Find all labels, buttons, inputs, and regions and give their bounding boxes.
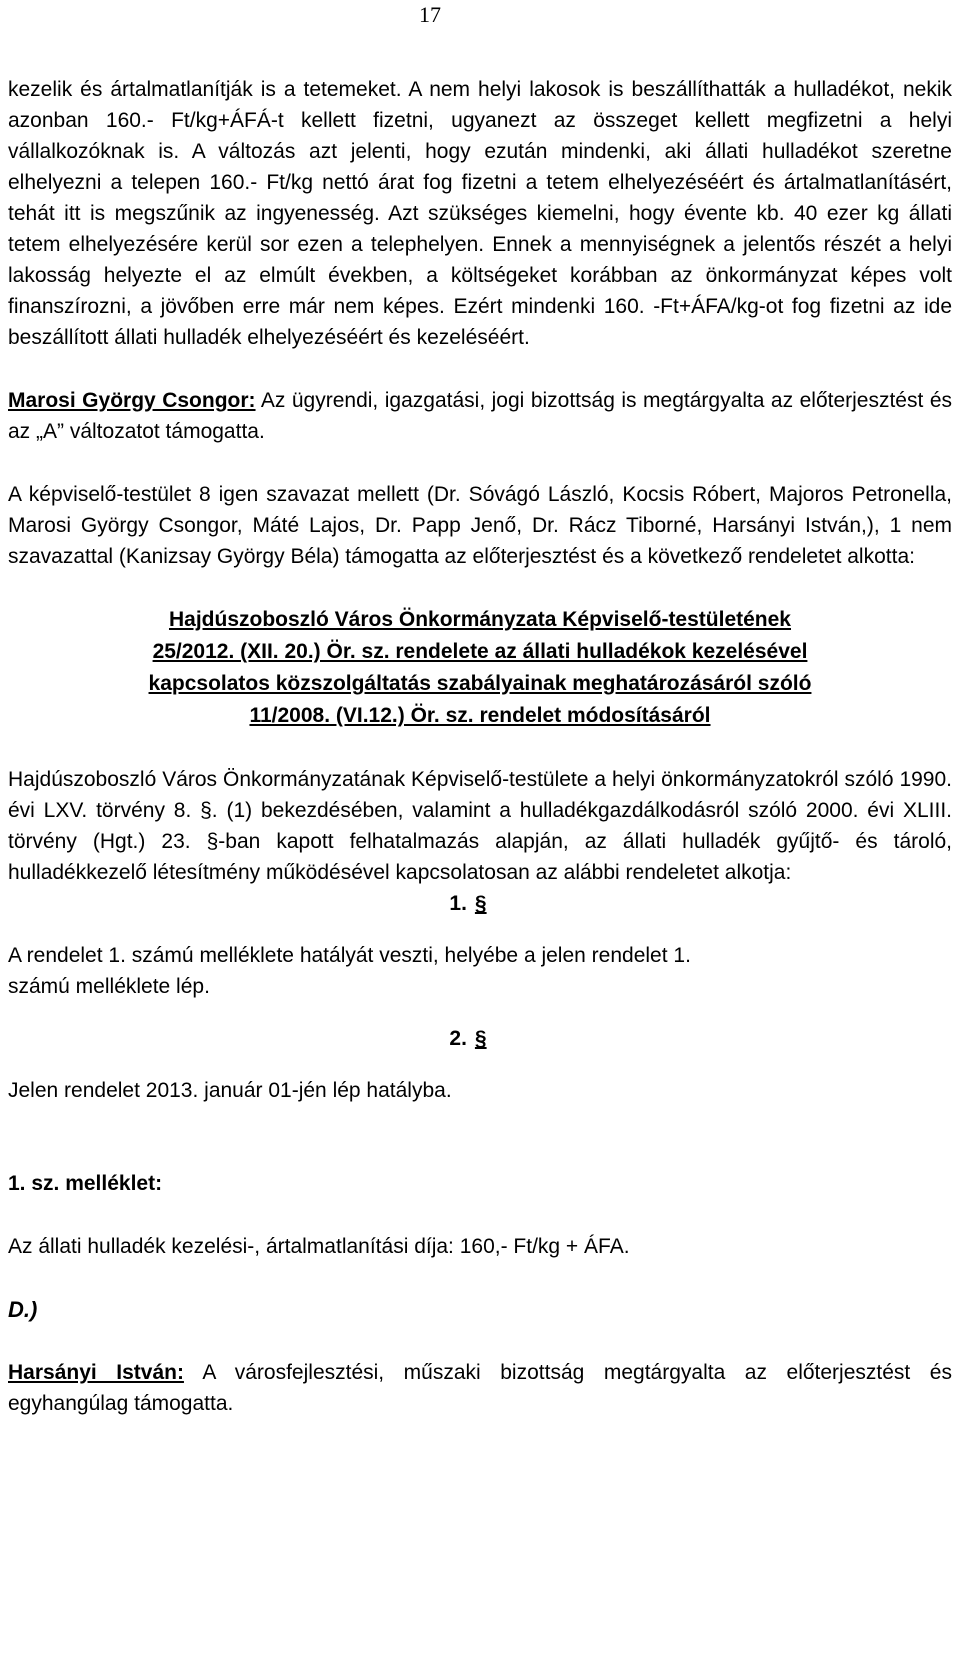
- document-body: [8, 74, 952, 1419]
- section-1-number: 1.: [449, 892, 467, 915]
- decree-title-line-4: 11/2008. (VI.12.) Ör. sz. rendelet módosításáról: [249, 704, 711, 727]
- speaker-name: Marosi György Csongor:: [8, 389, 256, 412]
- paragraph-symbol: §: [474, 892, 487, 915]
- decree-title: [8, 604, 952, 732]
- intro-paragraph: kezelik és ártalmatlanítják is a tetemeket. A nem helyi lakosok is beszállíthatták a hulladékot, nekik azonban 160.- Ft/kg+ÁFÁ-t kellett fizetni, ugyanezt az összeget kellett megfizetni a helyi vállalkozóknak is. A változás azt jelenti, hogy ezután mindenki, aki állati hulladékot szeretne elhelyezni a telepen 160.- Ft/kg nettó árat fog fizetni a tetem elhelyezéséért és ártalmatlanításért, tehát itt is megszűnik az ingyenesség. Azt szükséges kiemelni, hogy évente kb. 40 ezer kg állati tetem elhelyezésére kerül sor ezen a telephelyen. Ennek a mennyiségnek a jelentős részét a helyi lakosság helyezte el az elmúlt években, a költségeket korábban az önkormányzat képes volt finanszírozni, a jövőben erre már nem képes. Ezért mindenki 160. -Ft+ÁFA/kg-ot fog fizetni az ide beszállított állati hulladék elhelyezéséért és kezeléséért.: [8, 78, 952, 349]
- decree-title-line-1: Hajdúszoboszló Város Önkormányzata Képviselő-testületének: [168, 608, 791, 631]
- paragraph-symbol: §: [474, 1027, 487, 1050]
- section-2-heading: [8, 1023, 928, 1054]
- decree-title-line-3: kapcsolatos közszolgáltatás szabályainak meghatározásáról szóló: [148, 672, 812, 695]
- speaker-text: A városfejlesztési, műszaki bizottság megtárgyalta az előterjesztést és egyhangúlag támogatta.: [8, 1361, 952, 1415]
- speaker-statement-marosi: [8, 385, 952, 447]
- speaker-text: Az ügyrendi, igazgatási, jogi bizottság is megtárgyalta az előterjesztést és az „A” változatot támogatta.: [8, 389, 952, 443]
- page-number: 17: [419, 2, 441, 27]
- agenda-item-heading: D.): [8, 1297, 38, 1322]
- section-2-number: 2.: [449, 1027, 467, 1050]
- decree-title-line-2: 25/2012. (XII. 20.) Ör. sz. rendelete az állati hulladékok kezelésével: [152, 640, 808, 663]
- section-1-text-line-2: számú melléklete lép.: [8, 975, 210, 998]
- section-1-text-line-1: A rendelet 1. számú melléklete hatályát veszti, helyébe a jelen rendelet 1.: [8, 944, 691, 967]
- annex-heading: 1. sz. melléklet:: [8, 1172, 163, 1195]
- annex-text: Az állati hulladék kezelési-, ártalmatlanítási díja: 160,- Ft/kg + ÁFA.: [8, 1235, 630, 1258]
- vote-paragraph: A képviselő-testület 8 igen szavazat mellett (Dr. Sóvágó László, Kocsis Róbert, Majoros Petronella, Marosi György Csongor, Máté Lajos, Dr. Papp Jenő, Dr. Rácz Tiborné, Harsányi István,), 1 nem szavazattal (Kanizsay György Béla) támogatta az előterjesztést és a következő rendeletet alkotta:: [8, 483, 952, 568]
- preamble-paragraph: Hajdúszoboszló Város Önkormányzatának Képviselő-testülete a helyi önkormányzatokról szóló 1990. évi LXV. törvény 8. §. (1) bekezdésében, valamint a hulladékgazdálkodásról szóló 2000. évi XLIII. törvény (Hgt.) 23. §-ban kapott felhatalmazás alapján, az állati hulladék gyűjtő- és tároló, hulladékkezelő létesítmény működésével kapcsolatosan az alábbi rendeletet alkotja:: [8, 768, 952, 884]
- section-2-text: Jelen rendelet 2013. január 01-jén lép hatályba.: [8, 1079, 452, 1102]
- section-1-heading: [8, 888, 928, 919]
- section-1-text: [8, 940, 952, 1002]
- speaker-name: Harsányi István:: [8, 1361, 184, 1384]
- speaker-statement-harsanyi: [8, 1357, 952, 1419]
